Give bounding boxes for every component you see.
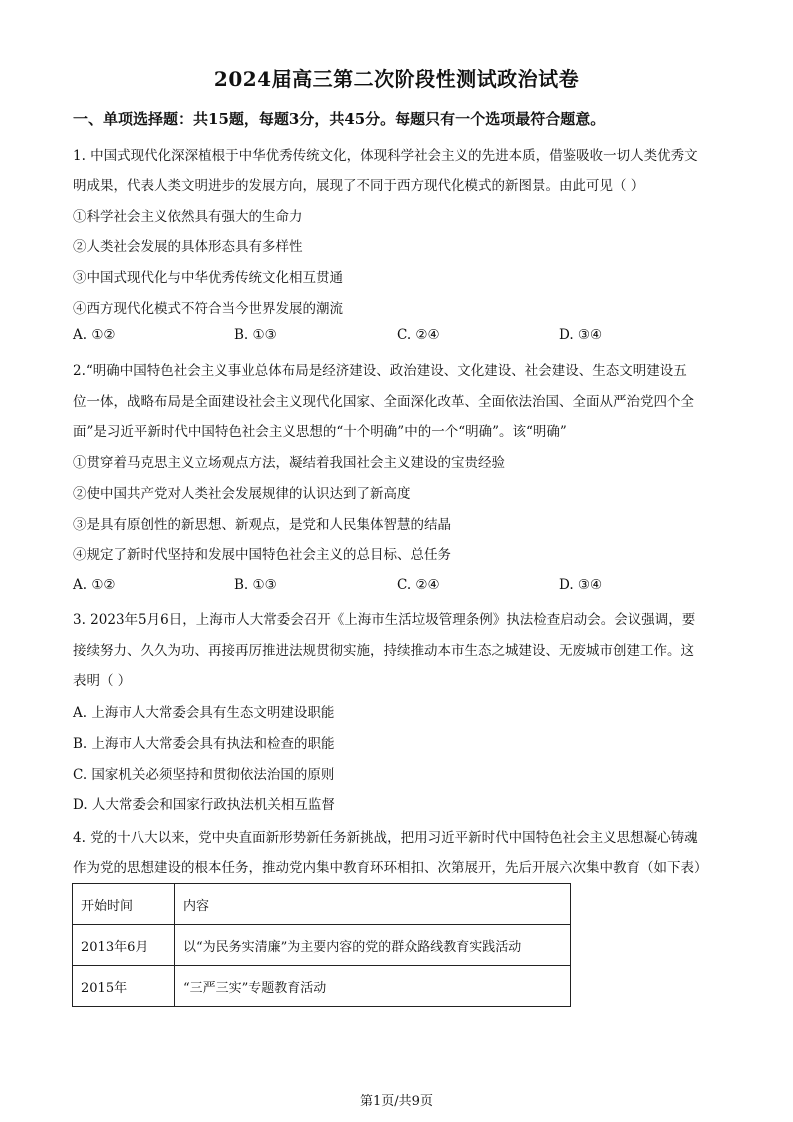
question-stem-line: 1. 中国式现代化深深植根于中华优秀传统文化，体现科学社会主义的先进本质，借鉴吸收一切人类优秀文 (73, 148, 698, 164)
option-b: B. ①③ (234, 577, 277, 593)
table-cell: 2013年6月 (73, 925, 175, 966)
question-stem-line: 作为党的思想建设的根本任务，推动党内集中教育环环相扣、次第展开，先后开展六次集中教育（如下表） (73, 860, 708, 876)
question-stem-line: 2.“明确中国特色社会主义事业总体布局是经济建设、政治建设、文化建设、社会建设、生态文明建设五 (73, 363, 687, 379)
statement: ④西方现代化模式不符合当今世界发展的潮流 (73, 301, 343, 317)
option-a: A. ①② (73, 577, 116, 593)
statement: ③是具有原创性的新思想、新观点，是党和人民集体智慧的结晶 (73, 517, 451, 533)
table-header-cell: 内容 (175, 884, 571, 925)
page-footer: 第1页/共9页 (360, 1094, 433, 1109)
question-stem-line: 3. 2023年5月6日，上海市人大常委会召开《上海市生活垃圾管理条例》执法检查启动会。会议强调，要 (73, 612, 696, 628)
table-cell: “三严三实”专题教育活动 (175, 966, 571, 1007)
section-heading: 一、单项选择题：共15题，每题3分，共45分。每题只有一个选项最符合题意。 (73, 110, 606, 128)
choice-b: B. 上海市人大常委会具有执法和检查的职能 (73, 736, 335, 752)
table-cell: 以“为民务实清廉”为主要内容的党的群众路线教育实践活动 (175, 925, 571, 966)
choice-d: D. 人大常委会和国家行政执法机关相互监督 (73, 797, 335, 813)
option-b: B. ①③ (234, 327, 277, 343)
question-stem-line: 表明（ ） (73, 673, 132, 689)
education-table (72, 883, 571, 1007)
statement: ③中国式现代化与中华优秀传统文化相互贯通 (73, 270, 343, 286)
statement: ②使中国共产党对人类社会发展规律的认识达到了新高度 (73, 486, 411, 502)
statement: ①科学社会主义依然具有强大的生命力 (73, 209, 303, 225)
option-c: C. ②④ (397, 577, 440, 593)
question-stem-line: 明成果，代表人类文明进步的发展方向，展现了不同于西方现代化模式的新图景。由此可见（ ） (73, 178, 645, 194)
page-title: 2024届高三第二次阶段性测试政治试卷 (213, 67, 580, 91)
question-stem-line: 接续努力、久久为功、再接再厉推进法规贯彻实施，持续推动本市生态之城建设、无废城市创建工作。这 (73, 643, 694, 659)
table-cell: 2015年 (73, 966, 175, 1007)
choice-c: C. 国家机关必须坚持和贯彻依法治国的原则 (73, 767, 335, 783)
option-c: C. ②④ (397, 327, 440, 343)
question-stem-line: 位一体，战略布局是全面建设社会主义现代化国家、全面深化改革、全面依法治国、全面从严治党四个全 (73, 394, 694, 410)
table-header-row (73, 884, 571, 925)
statement: ④规定了新时代坚持和发展中国特色社会主义的总目标、总任务 (73, 547, 451, 563)
question-stem-line: 4. 党的十八大以来，党中央直面新形势新任务新挑战，把用习近平新时代中国特色社会主义思想凝心铸魂 (73, 830, 698, 846)
option-a: A. ①② (73, 327, 116, 343)
table-row (73, 925, 571, 966)
statement: ②人类社会发展的具体形态具有多样性 (73, 239, 303, 255)
choice-a: A. 上海市人大常委会具有生态文明建设职能 (73, 705, 335, 721)
table-header-cell: 开始时间 (73, 884, 175, 925)
option-d: D. ③④ (559, 327, 603, 343)
option-d: D. ③④ (559, 577, 603, 593)
table-row (73, 966, 571, 1007)
question-stem-line: 面”是习近平新时代中国特色社会主义思想的“十个明确”中的一个“明确”。该“明确” (73, 424, 567, 440)
statement: ①贯穿着马克思主义立场观点方法，凝结着我国社会主义建设的宝贵经验 (73, 455, 505, 471)
